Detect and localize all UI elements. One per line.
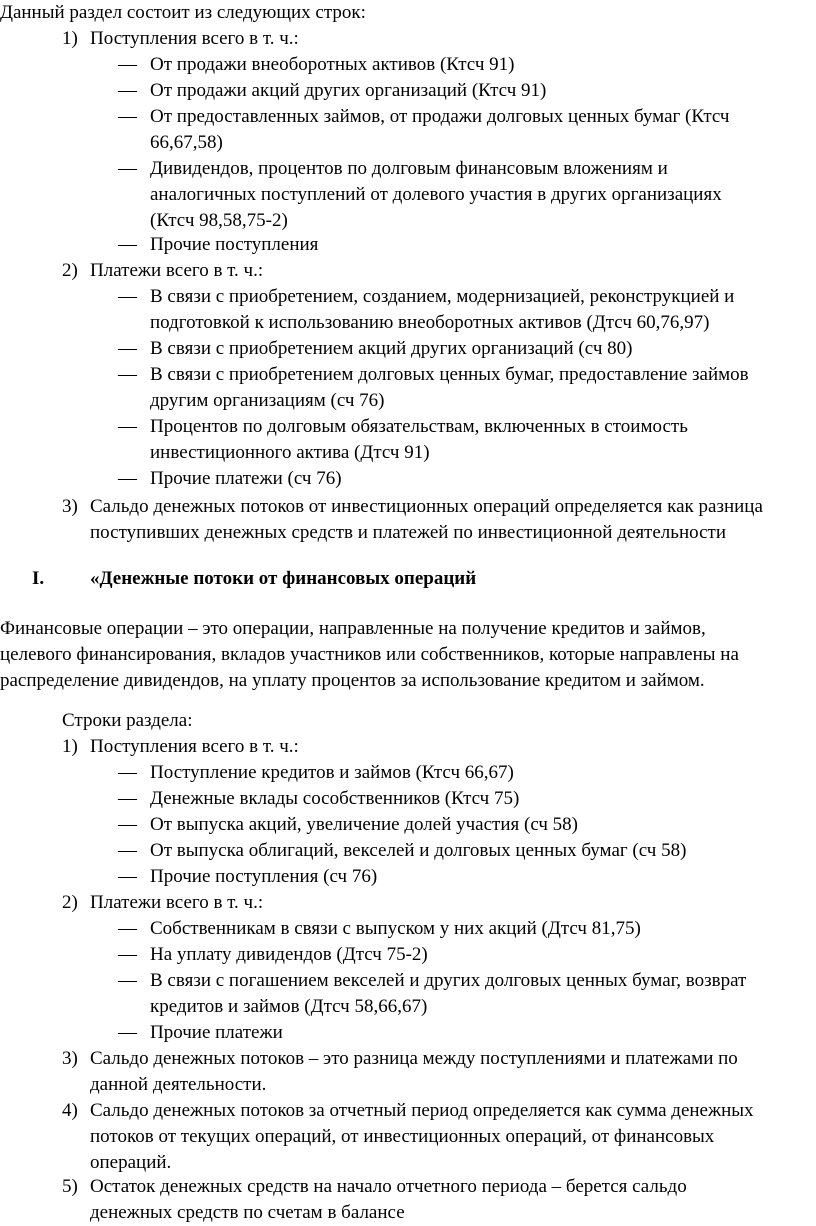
bullet-item-text: Процентов по долговым обязательствам, включенных в стоимость <box>150 416 688 437</box>
list-item-text: поступивших денежных средств и платежей по инвестиционной деятельности <box>90 522 726 543</box>
bullet-item-text: Денежные вклады сособственников (Ктсч 75) <box>150 788 520 809</box>
bullet-item-text: От выпуска облигаций, векселей и долговых ценных бумаг (сч 58) <box>150 840 687 861</box>
dash-bullet: — <box>118 840 137 861</box>
list-item-text: операций. <box>90 1152 172 1173</box>
bullet-item-text: кредитов и займов (Дтсч 58,66,67) <box>150 996 428 1017</box>
list-item-text: денежных средств по счетам в балансе <box>90 1202 405 1223</box>
bullet-item-text: В связи с приобретением, созданием, модернизацией, реконструкцией и <box>150 286 735 307</box>
bullet-item-text: инвестиционного актива (Дтсч 91) <box>150 442 430 463</box>
intro-text: Данный раздел состоит из следующих строк: <box>0 2 366 23</box>
list-item-text: Сальдо денежных потоков от инвестиционных операций определяется как разница <box>90 496 763 517</box>
dash-bullet: — <box>118 286 137 307</box>
bullet-item-text: Поступление кредитов и займов (Ктсч 66,67) <box>150 762 514 783</box>
list-item-text: Поступления всего в т. ч.: <box>90 736 299 757</box>
list-item-number: 2) <box>62 260 78 281</box>
rows-label: Строки раздела: <box>62 710 193 731</box>
section-title: «Денежные потоки от финансовых операций <box>90 568 477 589</box>
dash-bullet: — <box>118 944 137 965</box>
list-item-text: данной деятельности. <box>90 1074 267 1095</box>
bullet-item-text: Прочие поступления (сч 76) <box>150 866 378 887</box>
dash-bullet: — <box>118 54 137 75</box>
bullet-item-text: другим организациям (сч 76) <box>150 390 385 411</box>
list-item-number: 1) <box>62 28 78 49</box>
list-item-number: 3) <box>62 496 78 517</box>
bullet-item-text: На уплату дивидендов (Дтсч 75-2) <box>150 944 428 965</box>
definition-text: Финансовые операции – это операции, направленные на получение кредитов и займов, <box>0 618 706 639</box>
dash-bullet: — <box>118 468 137 489</box>
list-item-text: Платежи всего в т. ч.: <box>90 260 264 281</box>
dash-bullet: — <box>118 106 137 127</box>
dash-bullet: — <box>118 918 137 939</box>
bullet-item-text: Прочие платежи <box>150 1022 283 1043</box>
list-item-number: 5) <box>62 1176 78 1197</box>
dash-bullet: — <box>118 416 137 437</box>
dash-bullet: — <box>118 158 137 179</box>
list-item-number: 4) <box>62 1100 78 1121</box>
list-item-text: Сальдо денежных потоков – это разница между поступлениями и платежами по <box>90 1048 738 1069</box>
bullet-item-text: подготовкой к использованию внеоборотных активов (Дтсч 60,76,97) <box>150 312 710 333</box>
bullet-item-text: От продажи акций других организаций (Ктсч 91) <box>150 80 547 101</box>
bullet-item-text: аналогичных поступлений от долевого участия в других организациях <box>150 184 722 205</box>
dash-bullet: — <box>118 338 137 359</box>
dash-bullet: — <box>118 970 137 991</box>
definition-text: целевого финансирования, вкладов участников или собственников, которые направлены на <box>0 644 739 665</box>
list-item-number: 2) <box>62 892 78 913</box>
bullet-item-text: Собственникам в связи с выпуском у них акций (Дтсч 81,75) <box>150 918 641 939</box>
bullet-item-text: Прочие поступления <box>150 234 319 255</box>
dash-bullet: — <box>118 1022 137 1043</box>
bullet-item-text: (Ктсч 98,58,75-2) <box>150 210 288 231</box>
dash-bullet: — <box>118 866 137 887</box>
dash-bullet: — <box>118 788 137 809</box>
dash-bullet: — <box>118 234 137 255</box>
bullet-item-text: Прочие платежи (сч 76) <box>150 468 342 489</box>
bullet-item-text: 66,67,58) <box>150 132 223 153</box>
bullet-item-text: От продажи внеоборотных активов (Ктсч 91) <box>150 54 515 75</box>
dash-bullet: — <box>118 762 137 783</box>
list-item-text: Сальдо денежных потоков за отчетный период определяется как сумма денежных <box>90 1100 754 1121</box>
list-item-text: Поступления всего в т. ч.: <box>90 28 299 49</box>
list-item-text: Остаток денежных средств на начало отчетного периода – берется сальдо <box>90 1176 687 1197</box>
list-item-number: 3) <box>62 1048 78 1069</box>
bullet-item-text: В связи с приобретением долговых ценных бумаг, предоставление займов <box>150 364 749 385</box>
list-item-text: Платежи всего в т. ч.: <box>90 892 264 913</box>
bullet-item-text: В связи с погашением векселей и других долговых ценных бумаг, возврат <box>150 970 747 991</box>
bullet-item-text: В связи с приобретением акций других организаций (сч 80) <box>150 338 633 359</box>
dash-bullet: — <box>118 814 137 835</box>
list-item-number: 1) <box>62 736 78 757</box>
definition-text: распределение дивидендов, на уплату процентов за использование кредитом и займом. <box>0 670 705 691</box>
bullet-item-text: От предоставленных займов, от продажи долговых ценных бумаг (Ктсч <box>150 106 730 127</box>
section-number: I. <box>32 568 45 589</box>
list-item-text: потоков от текущих операций, от инвестиционных операций, от финансовых <box>90 1126 715 1147</box>
dash-bullet: — <box>118 80 137 101</box>
dash-bullet: — <box>118 364 137 385</box>
bullet-item-text: Дивидендов, процентов по долговым финансовым вложениям и <box>150 158 668 179</box>
bullet-item-text: От выпуска акций, увеличение долей участия (сч 58) <box>150 814 579 835</box>
